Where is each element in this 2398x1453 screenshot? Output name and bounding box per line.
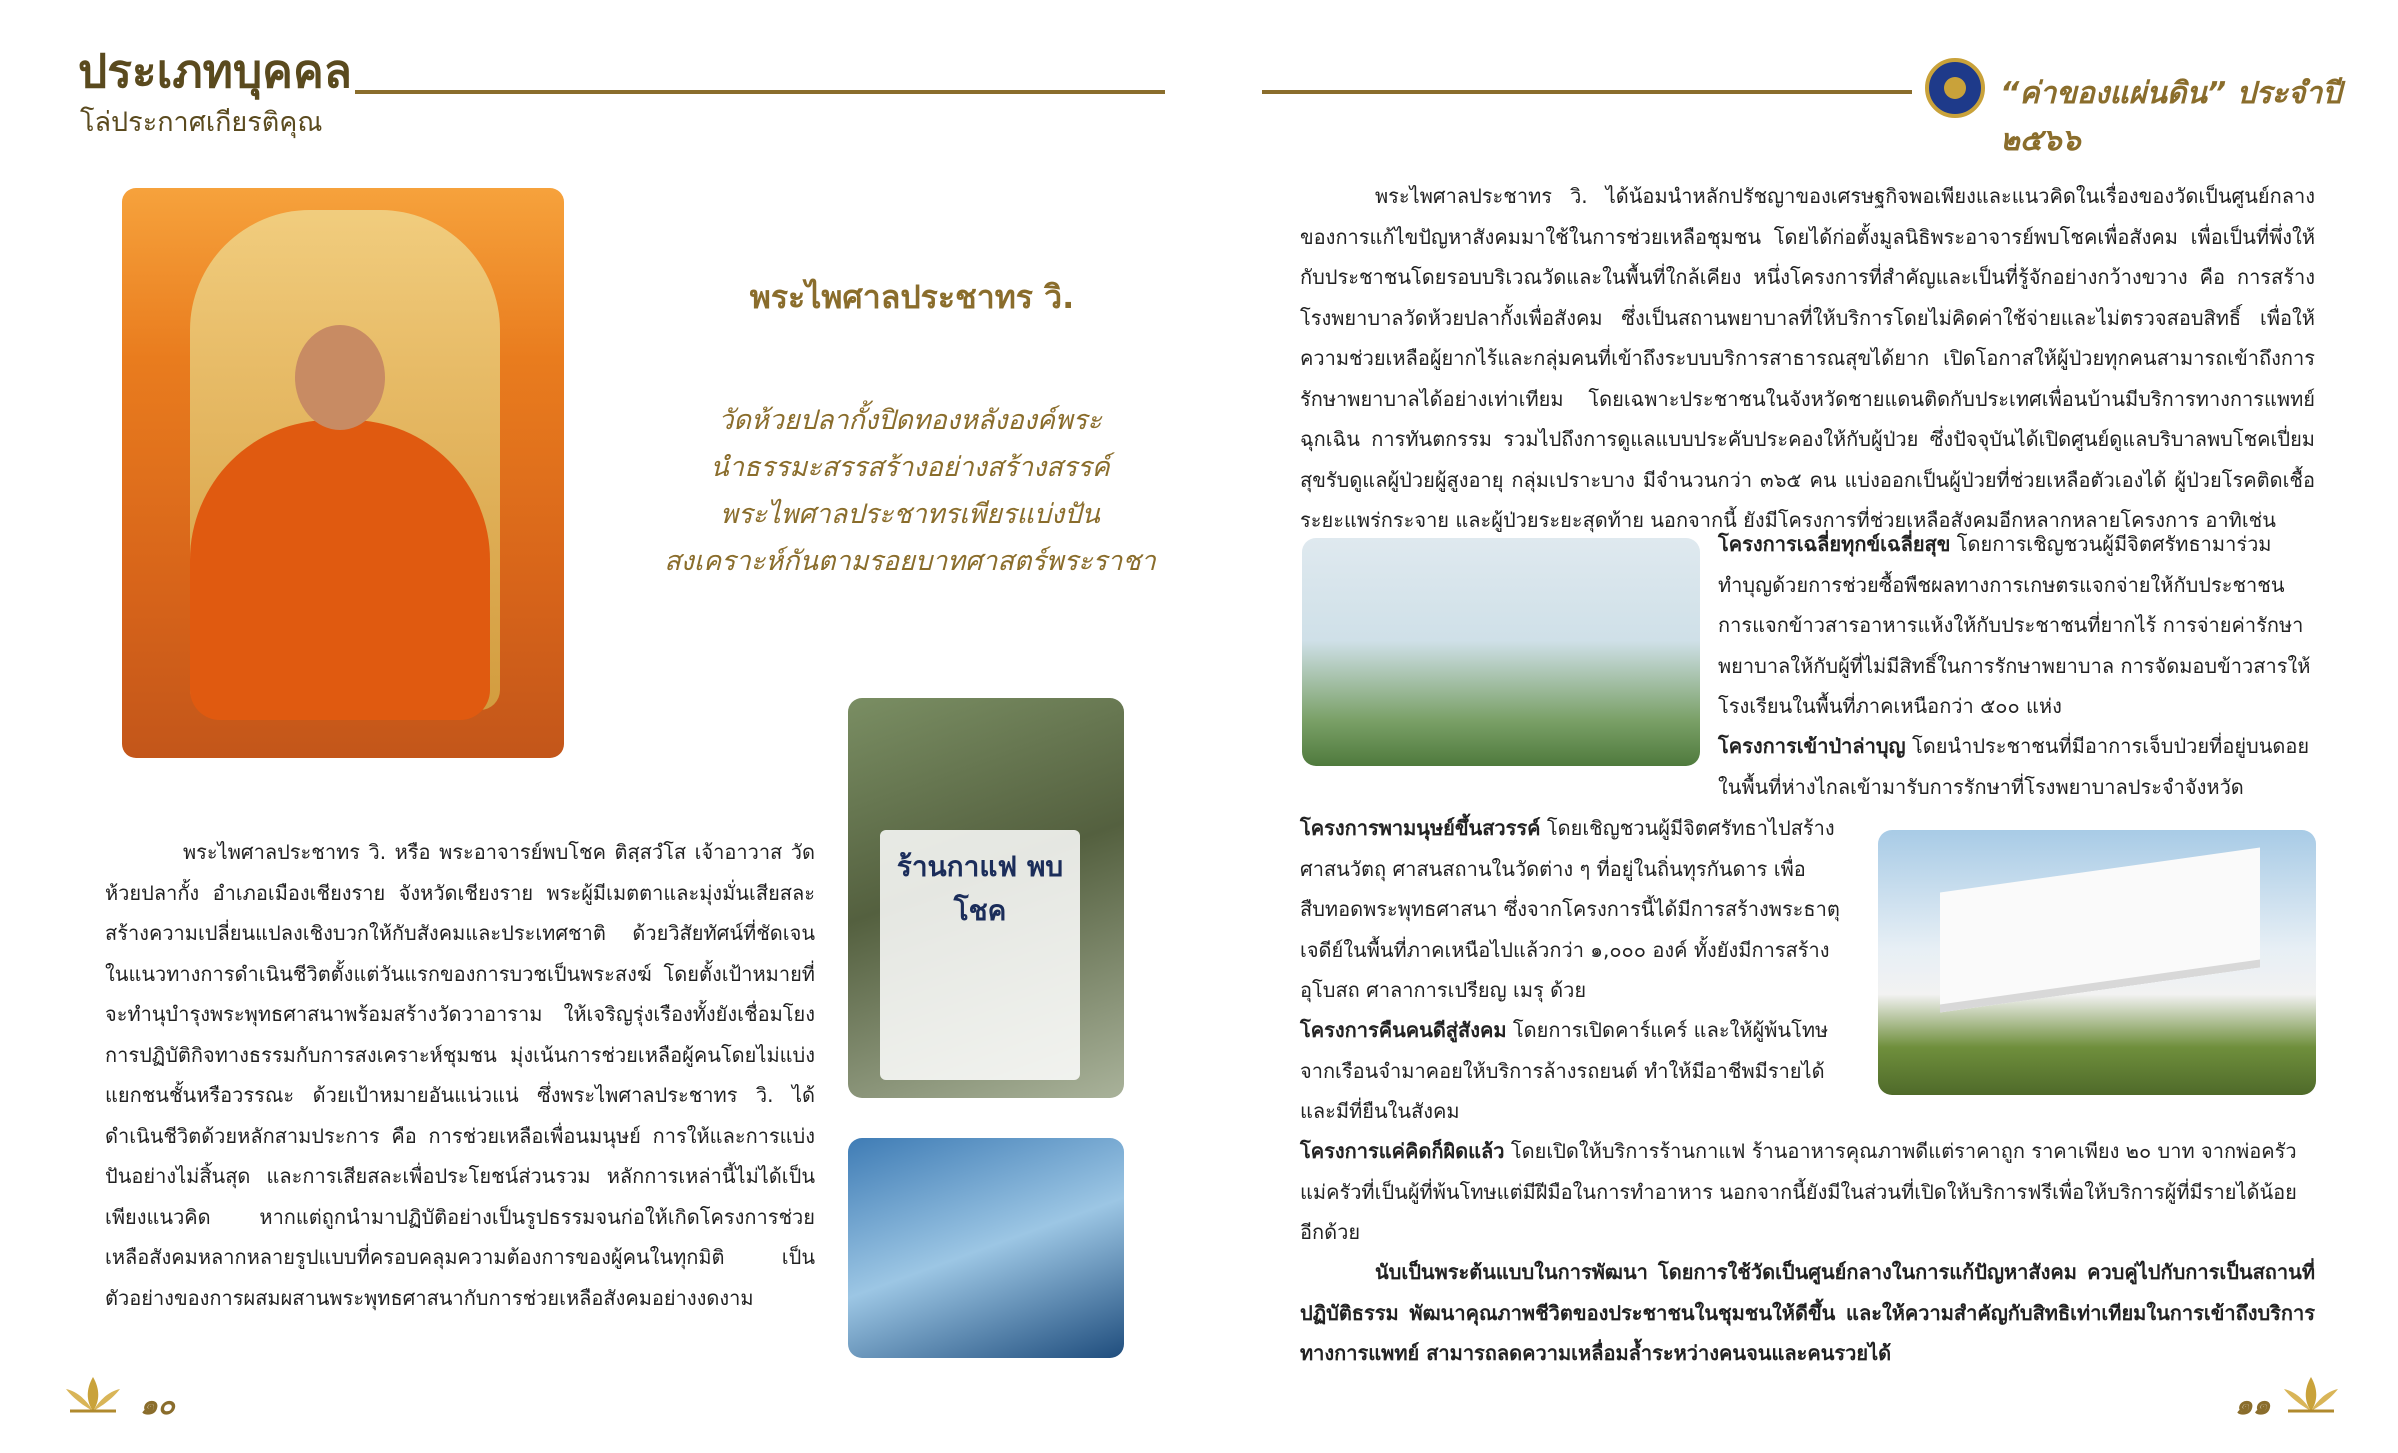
project-text: โดยเปิดให้บริการร้านกาแฟ ร้านอาหารคุณภาพดีแต่ราคาถูก ราคาเพียง ๒๐ บาท จากพ่อครัวแม่ครัวที่เป็นผู้ที่พ้นโทษแต่มีฝีมือในการทำอาหาร นอกจากนี้ยังมีในส่วนที่เปิดให้บริการฟรีเพื่อให้บริการผู้ที่มีรายได้น้อยอีกด้วย	[1300, 1139, 2297, 1244]
feature-name: พระไพศาลประชาทร วิ.	[749, 278, 1075, 316]
project-name: โครงการเข้าป่าล่าบุญ	[1718, 734, 1906, 758]
cafe-sign-text: ร้านกาแฟ พบโชค	[896, 850, 1064, 927]
verse-line: วัดห้วยปลากั้งปิดทองหลังองค์พระ	[718, 405, 1102, 436]
verse-line: พระไพศาลประชาทรเพียรแบ่งปัน	[720, 499, 1100, 530]
right-paragraph: พระไพศาลประชาทร วิ. ได้น้อมนำหลักปรัชญาของเศรษฐกิจพอเพียงและแนวคิดในเรื่องของวัดเป็นศูนย์กลางของการแก้ไขปัญหาสังคมมาใช้ในการช่วยเหลือชุมชน โดยได้ก่อตั้งมูลนิธิพระอาจารย์พบโชคเพื่อสังคม เพื่อเป็นที่พึ่งให้กับประชาชนโดยรอบบริเวณวัดและในพื้นที่ใกล้เคียง หนึ่งโครงการที่สำคัญและเป็นที่รู้จักอย่างกว้างขวาง คือ การสร้างโรงพยาบาลวัดห้วยปลากั้งเพื่อสังคม ซึ่งเป็นสถานพยาบาลที่ให้บริการโดยไม่คิดค่าใช้จ่ายและไม่ตรวจสอบสิทธิ์ เพื่อให้ความช่วยเหลือผู้ยากไร้และกลุ่มคนที่เข้าถึงระบบบริการสาธารณสุขได้ยาก เปิดโอกาสให้ผู้ป่วยทุกคนสามารถเข้าถึงการรักษาพยาบาลได้อย่างเท่าเทียม โดยเฉพาะประชาชนในจังหวัดชายแดนติดกับประเทศเพื่อนบ้านมีบริการทางการแพทย์ฉุกเฉิน การทันตกรรม รวมไปถึงการดูแลแบบประคับประคองให้กับผู้ป่วย ซึ่งปัจจุบันได้เปิดศูนย์ดูแลบริบาลพบโชคเปี่ยมสุขรับดูแลผู้ป่วยผู้สูงอายุ กลุ่มเปราะบาง มีจำนวนกว่า ๓๖๕ คน แบ่งออกเป็นผู้ป่วยที่ช่วยเหลือตัวเองได้ ผู้ป่วยโรคติดเชื้อระยะแพร่กระจาย และผู้ป่วยระยะสุดท้าย นอกจากนี้ ยังมีโครงการที่ช่วยเหลือสังคมอีกหลากหลายโครงการ อาทิเช่น	[1300, 184, 2315, 532]
project-name: โครงการคืนคนดีสู่สังคม	[1300, 1018, 1507, 1042]
project-text: โดยเชิญชวนผู้มีจิตศรัทธาไปสร้างศาสนวัตถุ ศาสนสถานในวัดต่าง ๆ ที่อยู่ในถิ่นทุรกันดาร เพื่อสืบทอดพระพุทธศาสนา ซึ่งจากโครงการนี้ได้มีการสร้างพระธาตุเจดีย์ในพื้นที่ภาคเหนือไปแล้วกว่า ๑,๐๐๐ องค์ ทั้งยังมีการสร้างอุโบสถ ศาลาการเปรียญ เมรุ ด้วย	[1300, 816, 1840, 1002]
project-item	[1300, 808, 1860, 1011]
dental-photo	[848, 1138, 1124, 1358]
series-title: “ค่าของแผ่นดิน” ประจำปี ๒๕๖๖	[2000, 76, 2342, 158]
lotus-icon	[62, 1375, 124, 1415]
page-number-left: ๑๐	[140, 1388, 175, 1421]
emblem-icon	[1925, 58, 1985, 118]
lotus-icon	[2280, 1375, 2342, 1415]
left-paragraph: พระไพศาลประชาทร วิ. หรือ พระอาจารย์พบโชค ติสฺสวํโส เจ้าอาวาส วัดห้วยปลากั้ง อำเภอเมืองเชียงราย จังหวัดเชียงราย พระผู้มีเมตตาและมุ่งมั่นเสียสละสร้างความเปลี่ยนแปลงเชิงบวกให้กับสังคมและประเทศชาติ ด้วยวิสัยทัศน์ที่ชัดเจนในแนวทางการดำเนินชีวิตตั้งแต่วันแรกของการบวชเป็นพระสงฆ์ โดยตั้งเป้าหมายที่จะทำนุบำรุงพระพุทธศาสนาพร้อมสร้างวัดวาอาราม ให้เจริญรุ่งเรืองทั้งยังเชื่อมโยงการปฏิบัติกิจทางธรรมกับการสงเคราะห์ชุมชน มุ่งเน้นการช่วยเหลือผู้คนโดยไม่แบ่งแยกชนชั้นหรือวรรณะ ด้วยเป้าหมายอันแน่วแน่ ซึ่งพระไพศาลประชาทร วิ. ได้ดำเนินชีวิตด้วยหลักสามประการ คือ การช่วยเหลือเพื่อนมนุษย์ การให้และการแบ่งปันอย่างไม่สิ้นสุด และการเสียสละเพื่อประโยชน์ส่วนรวม หลักการเหล่านี้ไม่ได้เป็นเพียงแนวคิด หากแต่ถูกนำมาปฏิบัติอย่างเป็นรูปธรรมจนก่อให้เกิดโครงการช่วยเหลือสังคมหลากหลายรูปแบบที่ครอบคลุมความต้องการของผู้คนในทุกมิติ เป็นตัวอย่างของการผสมผสานพระพุทธศาสนากับการช่วยเหลือสังคมอย่างงดงาม	[105, 840, 815, 1310]
verse-line: สงเคราะห์กันตามรอยบาทศาสตร์พระราชา	[664, 546, 1156, 577]
conclusion-paragraph: นับเป็นพระต้นแบบในการพัฒนา โดยการใช้วัดเป็นศูนย์กลางในการแก้ปัญหาสังคม ควบคู่ไปกับการเป็นสถานที่ปฏิบัติธรรม พัฒนาคุณภาพชีวิตของประชาชนในชุมชนให้ดีขึ้น และให้ความสำคัญกับสิทธิเท่าเทียมในการเข้าถึงบริการทางการแพทย์ สามารถลดความเหลื่อมล้ำระหว่างคนจนและคนรวยได้	[1300, 1260, 2315, 1365]
project-text: โดยนำประชาชนที่มีอาการเจ็บป่วยที่อยู่บนดอยในพื้นที่ห่างไกลเข้ามารับการรักษาที่โรงพยาบาลประจำจังหวัด	[1718, 734, 2310, 799]
project-text: โดยการเปิดคาร์แคร์ และให้ผู้พ้นโทษจากเรือนจำมาคอยให้บริการล้างรถยนต์ ทำให้มีอาชีพมีรายได้และมีที่ยืนในสังคม	[1300, 1018, 1829, 1123]
project-name: โครงการพามนุษย์ขึ้นสวรรค์	[1300, 816, 1541, 840]
project-name: โครงการแค่คิดก็ผิดแล้ว	[1300, 1139, 1505, 1163]
robe-shape	[190, 420, 490, 720]
project-item	[1300, 1131, 2315, 1253]
header-rule-left	[355, 90, 1165, 94]
verse-line: นำธรรมะสรรสร้างอย่างสร้างสรรค์	[710, 452, 1110, 483]
page-number-right: ๑๑	[2235, 1388, 2271, 1421]
project-name: โครงการเฉลี่ยทุกข์เฉลี่ยสุข	[1718, 532, 1951, 556]
project-item	[1300, 1010, 1860, 1132]
project-item	[1718, 524, 2315, 727]
head-shape	[295, 325, 385, 430]
section-subtitle: โล่ประกาศเกียรติคุณ	[80, 107, 323, 138]
project-text: โดยการเชิญชวนผู้มีจิตศรัทธามาร่วมทำบุญด้วยการช่วยซื้อพืชผลทางการเกษตรแจกจ่ายให้กับประชาชน การแจกข้าวสารอาหารแห้งให้กับประชาชนที่ยากไร้ การจ่ายค่ารักษาพยาบาลให้กับผู้ที่ไม่มีสิทธิ์ในการรักษาพยาบาล การจัดมอบข้าวสารให้โรงเรียนในพื้นที่ภาคเหนือกว่า ๕๐๐ แห่ง	[1718, 532, 2311, 718]
section-title: ประเภทบุคคล	[78, 44, 352, 98]
hospital-photo	[1302, 538, 1700, 766]
header-rule-right	[1262, 90, 1912, 94]
project-item	[1718, 726, 2315, 807]
